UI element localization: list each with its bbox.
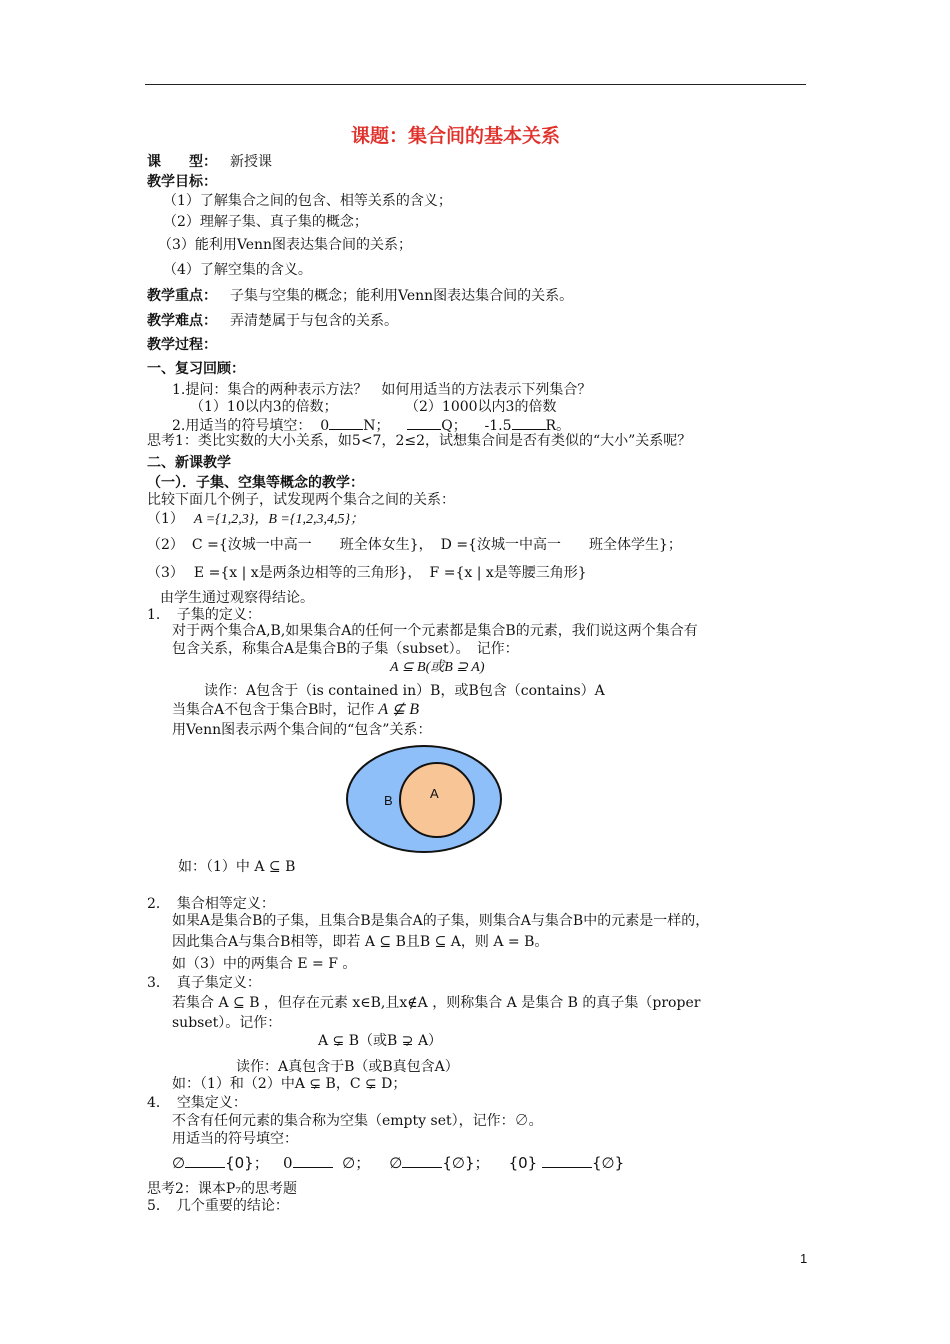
fill-blank[interactable] bbox=[293, 1153, 333, 1168]
ex3-label: （3） bbox=[147, 565, 184, 581]
key-label: 教学重点： bbox=[147, 288, 217, 304]
ex1-sets: A ={1,2,3}，B ={1,2,3,4,5}； bbox=[193, 512, 365, 527]
ex2-c: C ={汝城一中高一 班全体女生}， bbox=[191, 537, 433, 553]
example-2 bbox=[147, 536, 682, 554]
equal-line-2: 因此集合A与集合B相等，即若 A ⊆ B且B ⊆ A，则 A = B。 bbox=[172, 934, 549, 950]
fill-item: ∅； bbox=[342, 1154, 371, 1172]
venn-label-b: B bbox=[384, 793, 393, 808]
subset-def-2: 包含关系，称集合A是集合B的子集（subset）。 记作： bbox=[172, 641, 519, 657]
ex2-label: （2） bbox=[147, 537, 184, 553]
empty-heading: 4． 空集定义： bbox=[147, 1095, 247, 1111]
proper-example: 如：（1）和（2）中A ⊊ B，C ⊊ D； bbox=[172, 1076, 407, 1092]
review-heading: 一、复习回顾： bbox=[147, 361, 245, 377]
subset-example: 如：（1）中 A ⊆ B bbox=[178, 859, 296, 875]
proper-line-1: 若集合 A ⊆ B ，但存在元素 x∈B,且x∉A ，则称集合 A 是集合 B 的真子集（proper bbox=[172, 995, 701, 1011]
fill-item: {0} bbox=[508, 1154, 538, 1172]
key-value: 子集与空集的概念；能利用Venn图表达集合间的关系。 bbox=[230, 288, 574, 304]
fill-item: 0 bbox=[283, 1154, 293, 1172]
conclusions-heading: 5． 几个重要的结论： bbox=[147, 1198, 289, 1214]
empty-fill-row bbox=[172, 1153, 624, 1172]
proper-read: 读作：A真包含于B（或B真包含A） bbox=[236, 1059, 459, 1075]
fill-q: Q； bbox=[441, 418, 467, 434]
type-label: 课 型： bbox=[147, 154, 217, 170]
ex1-label: （1） bbox=[147, 511, 184, 527]
goal-4: （4）了解空集的含义。 bbox=[163, 262, 312, 278]
type-value: 新授课 bbox=[230, 154, 272, 170]
not-contained-symbol: A ⊈ B bbox=[378, 701, 420, 718]
equal-line-3: 如（3）中的两集合 E = F 。 bbox=[172, 956, 357, 972]
goal-1: （1）了解集合之间的包含、相等关系的含义； bbox=[163, 193, 452, 209]
example-3 bbox=[147, 564, 587, 582]
goal-2: （2）理解子集、真子集的概念； bbox=[163, 214, 368, 230]
ex2-d: D ={汝城一中高一 班全体学生}； bbox=[440, 537, 682, 553]
page-number: 1 bbox=[800, 1251, 808, 1266]
fill-blank[interactable] bbox=[542, 1153, 592, 1168]
not-contained bbox=[172, 701, 419, 719]
compare-text: 比较下面几个例子，试发现两个集合之间的关系： bbox=[147, 492, 455, 508]
review-q1-item-2: （2）1000以内3的倍数 bbox=[405, 399, 557, 415]
proper-notation: A ⊊ B（或B ⊋ A） bbox=[318, 1033, 443, 1049]
process-label: 教学过程： bbox=[147, 337, 217, 353]
ex3-f: F ={x | x是等腰三角形} bbox=[429, 565, 587, 581]
ex3-e: E ={x | x是两条边相等的三角形}， bbox=[193, 565, 422, 581]
difficulty-label: 教学难点： bbox=[147, 313, 217, 329]
empty-fill-instruction: 用适当的符号填空： bbox=[172, 1131, 298, 1147]
subset-notation: A ⊆ B(或B ⊇ A) bbox=[390, 660, 485, 675]
example-1 bbox=[147, 510, 364, 529]
fill-blank[interactable] bbox=[329, 415, 363, 430]
goals-label: 教学目标： bbox=[147, 174, 217, 190]
review-q1-item-1: （1）10以内3的倍数； bbox=[190, 399, 338, 415]
venn-intro: 用Venn图表示两个集合间的“包含”关系： bbox=[172, 722, 432, 738]
fill-item: {∅} bbox=[592, 1154, 625, 1172]
page-title: 课题：集合间的基本关系 bbox=[351, 125, 561, 147]
header-rule bbox=[145, 84, 806, 85]
new-heading: 二、新课教学 bbox=[147, 455, 231, 471]
fill-blank[interactable] bbox=[512, 415, 546, 430]
fill-item: {∅}； bbox=[442, 1154, 490, 1172]
think-1: 思考1：类比实数的大小关系，如5<7，2≤2，试想集合间是否有类似的“大小”关系呢？ bbox=[147, 433, 692, 449]
venn-diagram bbox=[345, 744, 505, 854]
equal-line-1: 如果A是集合B的子集，且集合B是集合A的子集，则集合A与集合B中的元素是一样的， bbox=[172, 913, 710, 929]
fill-r: R。 bbox=[545, 418, 571, 434]
subset-read: 读作：A包含于（is contained in）B，或B包含（contains）A bbox=[204, 683, 605, 699]
subset-heading: 1． 子集的定义： bbox=[147, 607, 261, 623]
fill-zero: 0 bbox=[320, 418, 330, 434]
venn-label-a: A bbox=[430, 786, 439, 801]
equal-heading: 2． 集合相等定义： bbox=[147, 896, 275, 912]
subset-def-1: 对于两个集合A,B,如果集合A的任何一个元素都是集合B的元素，我们说这两个集合有 bbox=[172, 623, 698, 639]
fill-n: N； bbox=[363, 418, 390, 434]
fill-blank[interactable] bbox=[402, 1153, 442, 1168]
empty-def: 不含有任何元素的集合称为空集（empty set），记作：∅。 bbox=[172, 1113, 543, 1129]
fill-item: {0}； bbox=[225, 1154, 269, 1172]
review-q2-prefix: 2.用适当的符号填空： bbox=[172, 418, 312, 434]
observe-text: 由学生通过观察得结论。 bbox=[160, 590, 314, 606]
fill-item: ∅ bbox=[389, 1154, 403, 1172]
fill-item: ∅ bbox=[172, 1154, 186, 1172]
not-contained-text: 当集合A不包含于集合B时，记作 bbox=[172, 702, 375, 718]
difficulty-value: 弄清楚属于与包含的关系。 bbox=[230, 313, 398, 329]
goal-3: （3）能利用Venn图表达集合间的关系； bbox=[158, 237, 413, 253]
sub-heading-1: （一）．子集、空集等概念的教学： bbox=[147, 475, 364, 491]
fill-blank[interactable] bbox=[185, 1153, 225, 1168]
proper-line-2: subset）。记作： bbox=[172, 1015, 282, 1031]
proper-heading: 3． 真子集定义： bbox=[147, 975, 261, 991]
think-2: 思考2：课本P₇的思考题 bbox=[147, 1181, 297, 1197]
fill-blank[interactable] bbox=[407, 415, 441, 430]
fill-neg: -1.5 bbox=[484, 418, 512, 434]
review-q1: 1.提问：集合的两种表示方法？ 如何用适当的方法表示下列集合？ bbox=[172, 382, 592, 398]
